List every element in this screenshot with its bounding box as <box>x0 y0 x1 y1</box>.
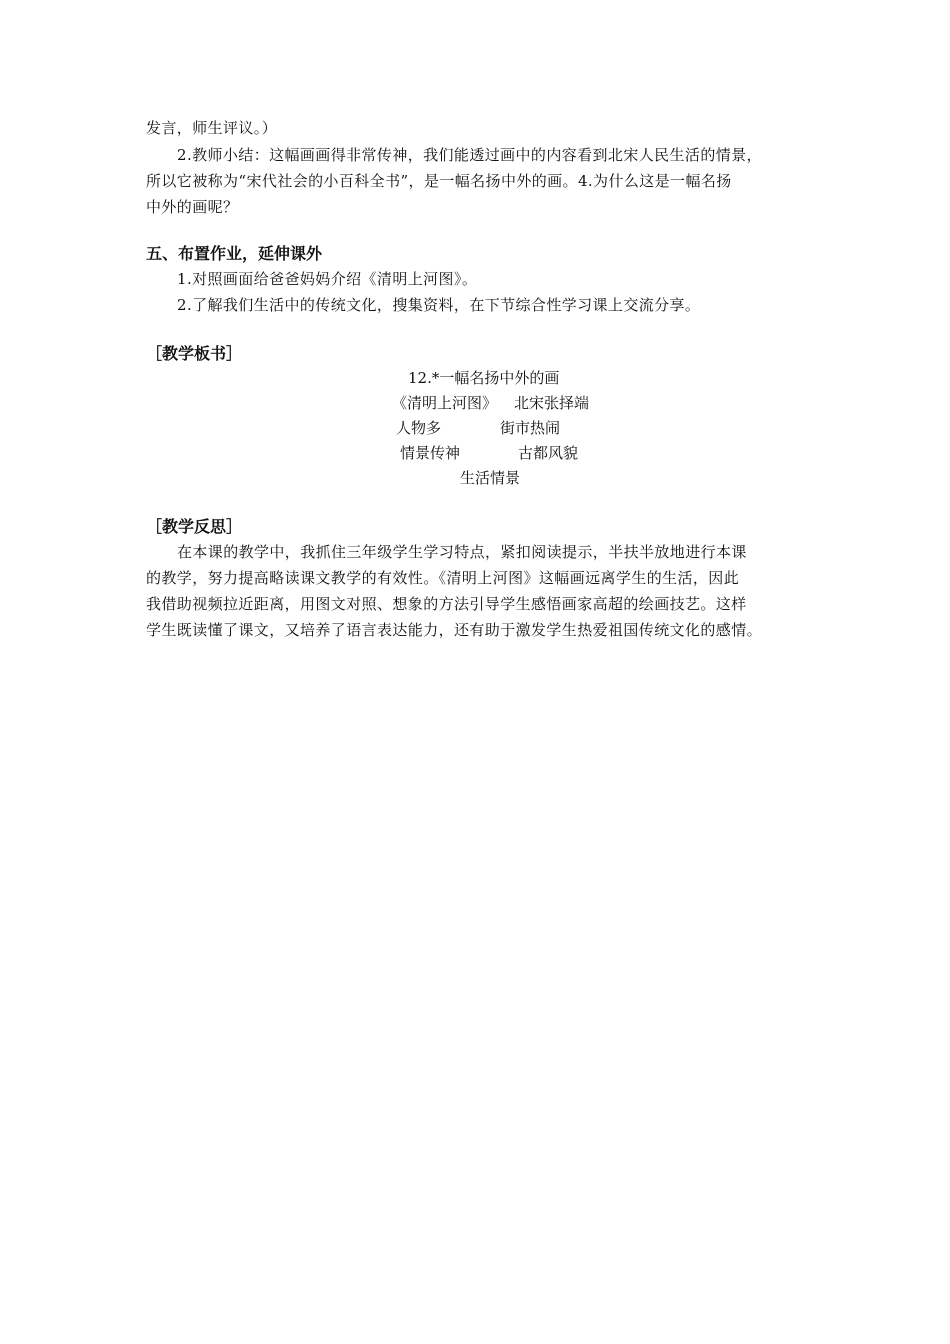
board-row2-right: 街市热闹 <box>500 419 561 437</box>
board-row2-left: 人物多 <box>396 419 442 437</box>
reflection-line-1: 在本课的教学中，我抓住三年级学生学习特点，紧扣阅读提示，半扶半放地进行本课 <box>177 543 747 561</box>
summary-line-2: 所以它被称为“宋代社会的小百科全书”，是一幅名扬中外的画。4.为什么这是一幅名扬 <box>146 172 732 190</box>
reflection-line-2: 的教学，努力提高略读课文教学的有效性。《清明上河图》这幅画远离学生的生活，因此 <box>146 569 740 587</box>
board-row1-right: 北宋张择端 <box>514 394 590 412</box>
board-row3-right: 古都风貌 <box>518 444 579 462</box>
homework-item-2: 2.了解我们生活中的传统文化，搜集资料，在下节综合性学习课上交流分享。 <box>177 296 701 314</box>
board-heading: ［教学板书］ <box>146 344 243 363</box>
summary-line-1: 2.教师小结：这幅画画得非常传神，我们能透过画中的内容看到北宋人民生活的情景， <box>177 146 762 164</box>
board-title: 12.*一幅名扬中外的画 <box>408 369 560 387</box>
summary-line-3: 中外的画呢？ <box>146 198 239 216</box>
reflection-line-4: 学生既读懂了课文，又培养了语言表达能力，还有助于激发学生热爱祖国传统文化的感情。 <box>146 621 763 639</box>
board-row3-left: 情景传神 <box>400 444 461 462</box>
section-heading-homework: 五、布置作业，延伸课外 <box>146 244 323 263</box>
homework-item-1: 1.对照画面给爸爸妈妈介绍《清明上河图》。 <box>177 270 478 288</box>
board-row1-left: 《清明上河图》 <box>392 394 498 412</box>
board-row4: 生活情景 <box>460 469 521 487</box>
reflection-line-3: 我借助视频拉近距离，用图文对照、想象的方法引导学生感悟画家高超的绘画技艺。这样 <box>146 595 747 613</box>
continuation-line: 发言，师生评议。） <box>146 119 278 137</box>
reflection-heading: ［教学反思］ <box>146 517 243 536</box>
